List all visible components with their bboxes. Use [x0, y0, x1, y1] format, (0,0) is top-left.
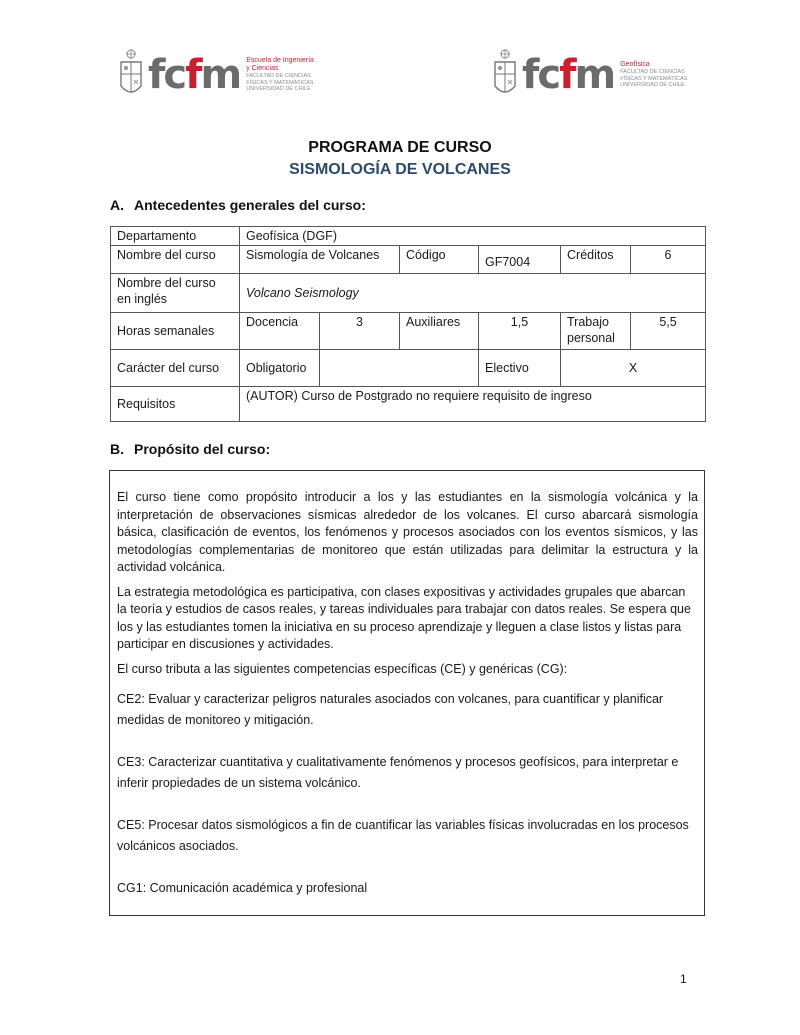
section-title: Antecedentes generales del curso: — [134, 197, 366, 213]
table-row — [111, 350, 706, 387]
caracter-label: Carácter del curso — [111, 350, 240, 387]
program-title: PROGRAMA DE CURSO — [308, 139, 492, 156]
table-row — [111, 313, 706, 350]
nombre-value: Sismología de Volcanes — [240, 246, 400, 274]
horas-label: Horas semanales — [111, 313, 240, 350]
requisitos-value: (AUTOR) Curso de Postgrado no requiere requisito de ingreso — [240, 387, 706, 422]
logo-geofisica — [492, 44, 687, 106]
table-row — [111, 387, 706, 422]
competency-ce2: CE2: Evaluar y caracterizar peligros naturales asociados con volcanes, para cuantificar y planificar medidas de monitoreo y mitigación. — [117, 692, 664, 727]
creditos-label: Créditos — [561, 246, 631, 274]
competency-ce3: CE3: Caracterizar cuantitativa y cualitativamente fenómenos y procesos geofísicos, para interpretar e inferir propiedades de un sistema volcánico. — [117, 755, 679, 790]
docencia-label: Docencia — [240, 313, 320, 350]
trabajo-value: 5,5 — [631, 313, 706, 350]
table-row — [111, 227, 706, 246]
university-crest-icon — [492, 48, 518, 102]
auxiliares-value: 1,5 — [479, 313, 561, 350]
section-a-heading — [110, 197, 366, 213]
section-letter: A. — [110, 197, 124, 213]
nombre-ingles-value: Volcano Seismology — [240, 274, 706, 313]
logo-subtitle: Escuela de Ingeniería y Ciencias FACULTAD DE CIENCIAS FÍSICAS Y MATEMÁTICAS UNIVERSIDAD DE CHILE — [246, 57, 314, 93]
departamento-label: Departamento — [111, 227, 240, 246]
purpose-paragraph-2: La estrategia metodológica es participativa, con clases expositivas y actividades grupales que abarcan la teoría y estudios de casos reales, y tareas individuales para trabajar con datos reales. Se espera que los y las estudiantes tomen la iniciativa en su proceso aprendizaje y lleguen a clase listos y listas para participar en discusiones y actividades. — [117, 584, 691, 651]
table-row — [111, 246, 706, 274]
purpose-paragraph-3: El curso tributa a las siguientes competencias específicas (CE) y genéricas (CG): — [117, 661, 568, 676]
nombre-label: Nombre del curso — [111, 246, 240, 274]
obligatorio-value — [320, 350, 479, 387]
logo-subtitle: Geofísica FACULTAD DE CIENCIAS FÍSICAS Y MATEMÁTICAS UNIVERSIDAD DE CHILE — [620, 61, 688, 89]
electivo-label: Electivo — [479, 350, 561, 387]
university-crest-icon — [118, 48, 144, 102]
obligatorio-label: Obligatorio — [240, 350, 320, 387]
auxiliares-label: Auxiliares — [400, 313, 479, 350]
section-b-heading — [110, 441, 270, 457]
competency-ce5: CE5: Procesar datos sismológicos a fin de cuantificar las variables físicas involucradas en los procesos volcánicos asociados. — [117, 818, 689, 853]
docencia-value: 3 — [320, 313, 400, 350]
general-info-table — [110, 226, 706, 422]
creditos-value: 6 — [631, 246, 706, 274]
competency-cg1: CG1: Comunicación académica y profesional — [117, 881, 368, 895]
page-number: 1 — [680, 972, 687, 986]
course-title: SISMOLOGÍA DE VOLCANES — [289, 161, 511, 178]
fcfm-wordmark: fcfm — [522, 52, 615, 98]
purpose-box — [109, 470, 705, 916]
nombre-ingles-label: Nombre del curso en inglés — [111, 274, 240, 313]
trabajo-label: Trabajo personal — [561, 313, 631, 350]
electivo-value: X — [561, 350, 706, 387]
fcfm-wordmark: fcfm — [148, 52, 241, 98]
codigo-label: Código — [400, 246, 479, 274]
purpose-paragraph-1: El curso tiene como propósito introducir a los y las estudiantes en la sismología volcánica y la interpretación de observaciones sísmicas alrededor de los volcanes. El curso abarcará sismología básica, clasificación de eventos, los fenómenos y procesos asociados con los eventos sísmicos, y las metodologías complementarias de monitoreo que están utilizadas para delimitar la estructura y la actividad volcánica. — [117, 490, 698, 574]
table-row — [111, 274, 706, 313]
section-title: Propósito del curso: — [134, 441, 271, 457]
logo-escuela-ingenieria — [118, 44, 314, 106]
codigo-value: GF7004 — [479, 246, 561, 274]
departamento-value: Geofísica (DGF) — [240, 227, 706, 246]
requisitos-label: Requisitos — [111, 387, 240, 422]
section-letter: B. — [110, 441, 124, 457]
